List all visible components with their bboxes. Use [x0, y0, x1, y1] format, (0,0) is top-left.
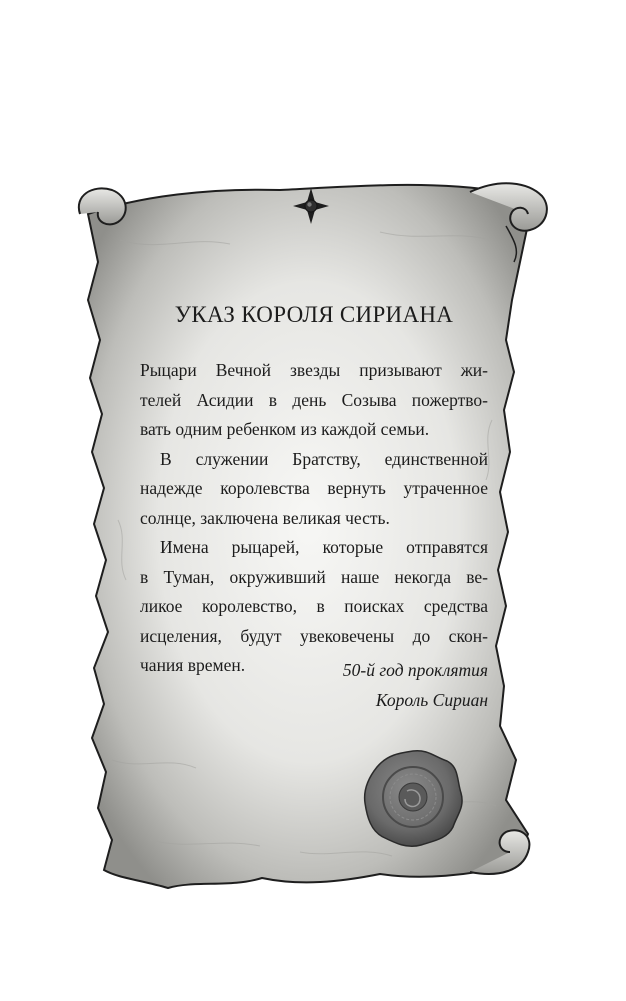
text-line: вать одним ребенком из каждой семьи.: [140, 419, 430, 439]
text-line: В служении Братству, единственной: [160, 448, 488, 469]
edict-signature: [140, 655, 488, 715]
wax-seal-icon: [365, 751, 462, 847]
text-line: чания времен.: [140, 655, 246, 675]
text-line: надежде королевства вернуть утраченное: [140, 478, 488, 498]
edict-body: [140, 356, 488, 681]
text-line: солнце, заключена великая честь.: [140, 507, 390, 528]
text-line: Имена рыцарей, которые отправятся: [160, 537, 488, 557]
scroll-curl-left: [79, 188, 126, 224]
edict-title: УКАЗ КОРОЛЯ СИРИАНА: [174, 302, 454, 327]
text-line: телей Асидии в день Созыва пожертво-: [140, 389, 488, 410]
signature-signer: Король Сириан: [375, 690, 488, 710]
text-line: ликое королевство, в поисках средства: [140, 596, 488, 616]
text-line: в Туман, окруживший наше некогда ве-: [140, 566, 488, 587]
edict-paragraph-1: [140, 356, 488, 445]
text-line: Рыцари Вечной звезды призывают жи-: [140, 360, 488, 380]
text-line: исцеления, будут увековечены до скон-: [140, 625, 488, 646]
edict-paragraph-2: [140, 445, 488, 534]
signature-date: 50-й год проклятия: [342, 660, 488, 680]
